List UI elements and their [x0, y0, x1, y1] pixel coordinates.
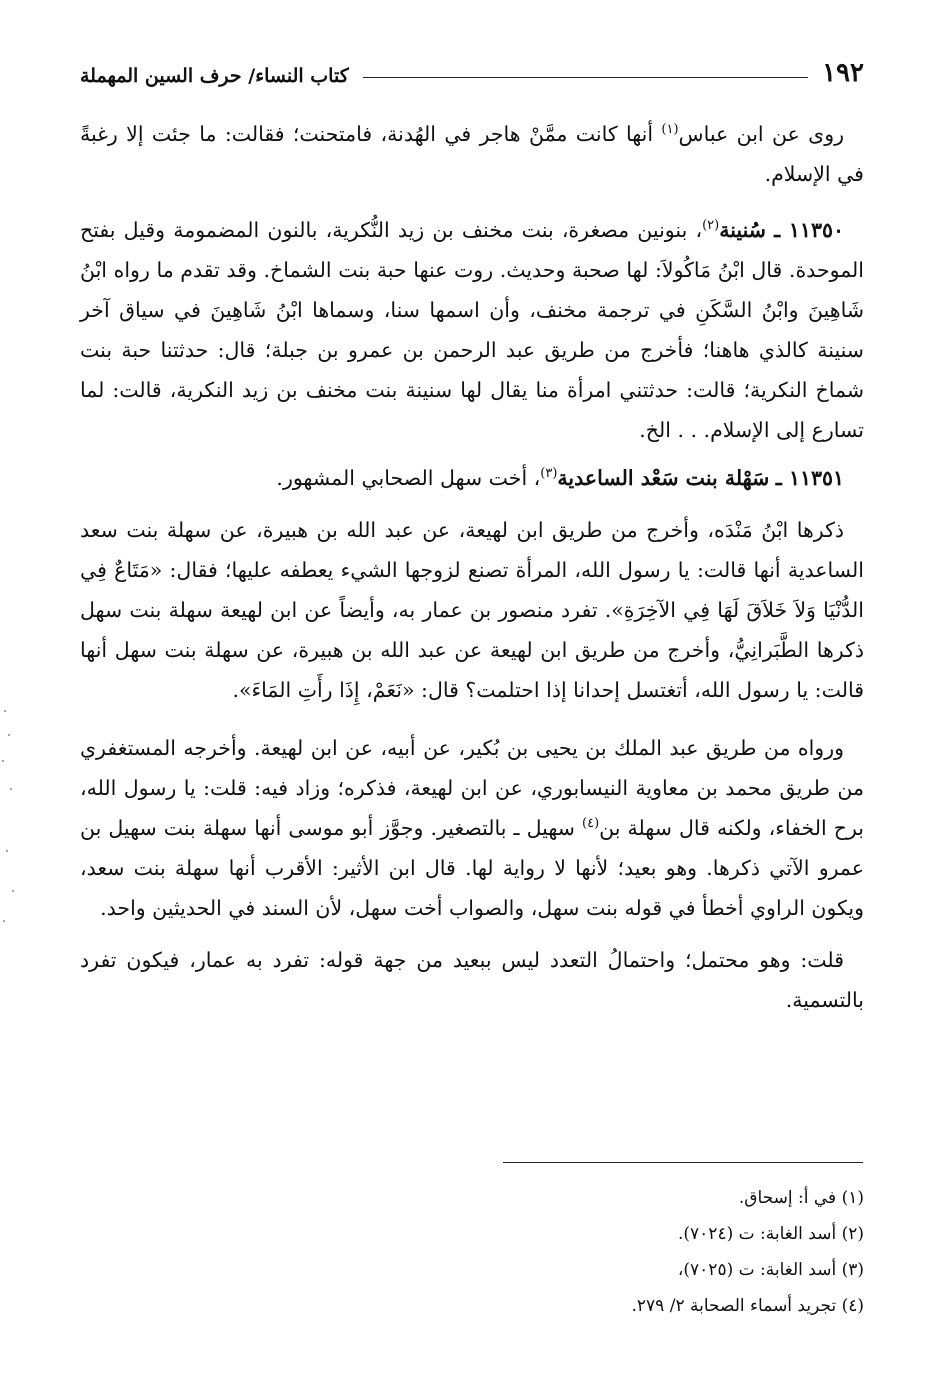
paragraph-text: ذكرها ابْنُ مَنْدَه، وأخرج من طريق ابن لهيعة، عن عبد الله بن هبيرة، عن سهلة بنت سعد الساعدية أنها قالت: يا رسول الله، المرأة تصنع لزوجها الشيء يعطفه عليها؛ فقال: «مَتَاعٌ فِي الدُّنْيَا وَلاَ خَلاَقَ لَهَا فِي الآخِرَةِ». تفرد منصور بن عمار به، وأيضاً عن ابن لهيعة سهلة بنت سهل ذكرها الطَّبَرانِيُّ، وأخرج من طريق ابن لهيعة عن عبد الله بن هبيرة، عن سهلة بنت سهل أنها قالت: يا رسول الله، أتغتسل إحدانا إذا احتلمت؟ قال: «نَعَمْ، إِذَا رأَتِ المَاءَ». [80, 518, 864, 702]
entry-number: ١١٣٥١ ـ [775, 466, 844, 490]
paragraph-narration [80, 728, 864, 928]
entry-name: سَهْلة بنت سَعْد الساعدية [557, 466, 770, 490]
paragraph-intro [80, 114, 864, 194]
footnote-3: (٣) أسد الغابة: ت (٧٠٢٥)، [677, 1260, 864, 1280]
footnote-ref-4: (٤) [582, 816, 600, 832]
entry-text: ، بنونين مصغرة، بنت مخنف بن زيد النُّكرية، بالنون المضمومة وقيل بفتح الموحدة. قال ابْنُ مَاكُولاَ: لها صحبة وحديث. روت عنها حبة بنت الشماخ. وقد تقدم ما رواه ابْنُ شَاهِينَ وابْنُ السَّكَنِ في ترجمة مخنف، وأن اسمها سنا، وسماها ابْنُ شَاهِينَ في سياق آخر سنينة كالذي هاهنا؛ فأخرج من طريق عبد الرحمن بن عمرو بن جبلة؛ قال: حدثتنا حبة بنت شماخ النكرية؛ قالت: حدثتني امرأة منا يقال لها سنينة بنت مخنف بن زيد النكرية، قالت: لما تسارع إلى الإسلام. . . الخ. [80, 218, 864, 442]
page-number: ١٩٢ [822, 58, 864, 88]
paragraph-text: روى عن ابن عباس [678, 122, 844, 146]
paragraph-text: ورواه من طريق عبد الملك بن يحيى بن بُكير، عن أبيه، عن ابن لهيعة. وأخرجه المستغفري من طريق محمد بن معاوية النيسابوري، عن ابن لهيعة، فذكره؛ وزاد فيه: قلت: يا رسول الله، برح الخفاء، ولكنه قال سهلة بن [80, 736, 864, 840]
entry-name: سُنينة [719, 218, 766, 242]
entry-11351 [80, 458, 864, 498]
running-head: كتاب النساء/ حرف السين المهملة [80, 65, 349, 87]
page-content [80, 52, 864, 1020]
footnote-2: (٢) أسد الغابة: ت (٧٠٢٤). [678, 1224, 864, 1244]
paragraph-text: أنها كانت ممَّنْ هاجر في الهُدنة، فامتحنت؛ فقالت: ما جئت إلا رغبةً في الإسلام. [80, 122, 864, 186]
page-header [80, 52, 864, 86]
paragraph-text: قلت: وهو محتمل؛ واحتمالُ التعدد ليس ببعيد من جهة قوله: تفرد به عمار، فيكون تفرد بالتسمية. [80, 948, 864, 1012]
header-rule [363, 77, 808, 78]
footnote-ref-2: (٢) [702, 218, 720, 234]
footnote-ref-3: (٣) [540, 466, 558, 482]
paragraph-text: سهيل ـ بالتصغير. وجوَّز أبو موسى أنها سهلة بنت سهيل بن عمرو الآتي ذكرها. وهو بعيد؛ لأنها لا رواية لها. قال ابن الأثير: الأقرب أنها سهلة بنت سعد، ويكون الراوي أخطأ في قوله بنت سهل، والصواب أخت سهل، لأن السند في الحديثين واحد. [80, 816, 864, 920]
entry-number: ١١٣٥٠ ـ [774, 218, 844, 242]
scan-margin-specks [0, 700, 20, 960]
footnote-rule [503, 1162, 863, 1163]
paragraph-comment [80, 940, 864, 1020]
main-text [80, 114, 864, 1020]
footnote-ref-1: (١) [661, 122, 679, 138]
footnote-1: (١) في أ: إسحاق. [738, 1188, 864, 1208]
footnote-4: (٤) تجريد أسماء الصحابة ٢/ ٢٧٩. [631, 1296, 864, 1316]
entry-11350 [80, 210, 864, 450]
paragraph-hadith [80, 510, 864, 710]
footnotes [80, 1180, 864, 1324]
entry-text: ، أخت سهل الصحابي المشهور. [276, 466, 541, 490]
